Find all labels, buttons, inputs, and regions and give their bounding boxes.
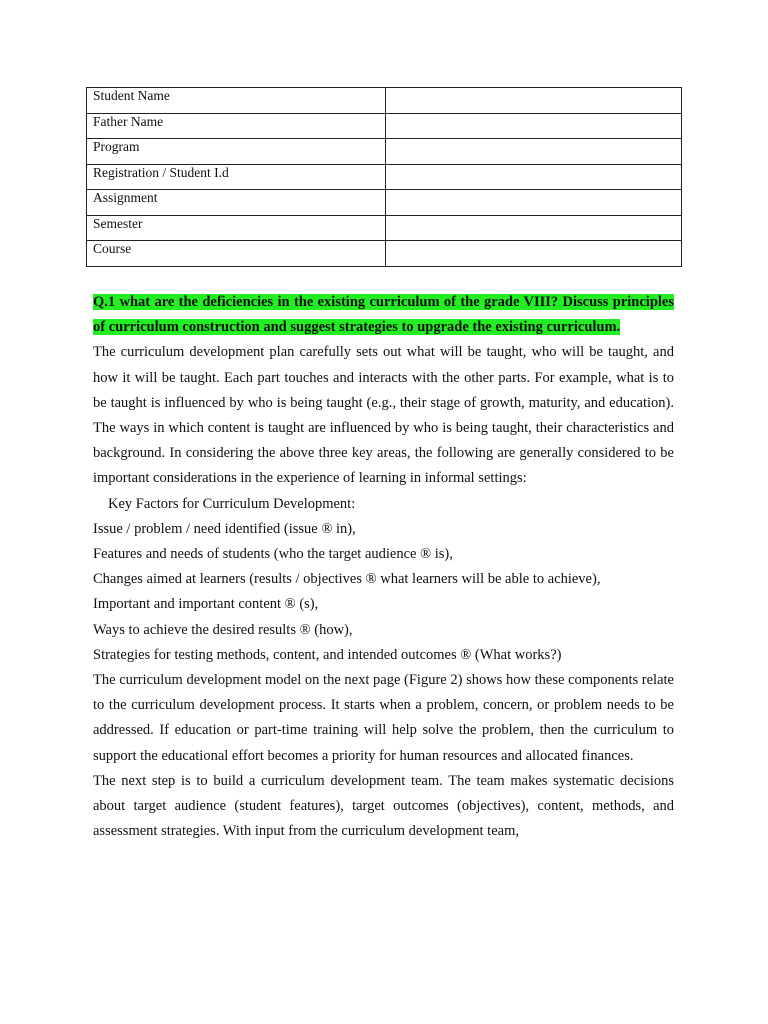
paragraph-model: The curriculum development model on the next page (Figure 2) shows how these components relate to the curriculum development process. It starts when a problem, concern, or problem needs to be addressed. If education or part-time training will help solve the problem, then the curriculum to support the educational effort becomes a priority for human resources and allocated finances. (93, 672, 674, 764)
key-factors-heading: Key Factors for Curriculum Development: (108, 495, 356, 512)
factor-item: Changes aimed at learners (results / objectives ® what learners will be able to achieve), (93, 571, 601, 588)
question-heading (93, 290, 674, 340)
row-label: Semester (87, 215, 386, 241)
factor-item: Important and important content ® (s), (93, 596, 319, 613)
row-label: Assignment (87, 190, 386, 216)
row-value (386, 215, 682, 241)
row-value (386, 190, 682, 216)
paragraph-intro: The curriculum development plan carefully sets out what will be taught, who will be taught, and how it will be taught. Each part touches and interacts with the other parts. For example, what is to be taught is influenced by who is being taught (e.g., their stage of growth, maturity, and education). The ways in which content is taught are influenced by who is being taught, their characteristics and background. In considering the above three key areas, the following are generally considered to be important considerations in the experience of learning in informal settings: (93, 344, 674, 487)
table-row (87, 88, 682, 114)
factor-item: Features and needs of students (who the target audience ® is), (93, 546, 453, 563)
row-value (386, 164, 682, 190)
row-label: Father Name (87, 113, 386, 139)
table-row (87, 241, 682, 267)
row-value (386, 241, 682, 267)
row-label: Student Name (87, 88, 386, 114)
paragraph-team: The next step is to build a curriculum development team. The team makes systematic decisions about target audience (student features), target outcomes (objectives), content, methods, and assessment strategies. With input from the curriculum development team, (93, 772, 674, 840)
table-row (87, 139, 682, 165)
row-label: Course (87, 241, 386, 267)
row-value (386, 139, 682, 165)
row-value (386, 88, 682, 114)
row-label: Registration / Student I.d (87, 164, 386, 190)
row-label: Program (87, 139, 386, 165)
document-body (93, 290, 674, 844)
table-row (87, 215, 682, 241)
factor-item: Strategies for testing methods, content, and intended outcomes ® (What works?) (93, 646, 562, 663)
table-row (87, 113, 682, 139)
table-row (87, 190, 682, 216)
row-value (386, 113, 682, 139)
factor-item: Issue / problem / need identified (issue ® in), (93, 520, 356, 537)
table-row (87, 164, 682, 190)
question-text: Q.1 what are the deficiencies in the existing curriculum of the grade VIII? Discuss principles of curriculum construction and suggest strategies to upgrade the existing curriculum. (93, 294, 674, 336)
factor-item: Ways to achieve the desired results ® (how), (93, 621, 353, 638)
student-info-table (86, 87, 682, 267)
